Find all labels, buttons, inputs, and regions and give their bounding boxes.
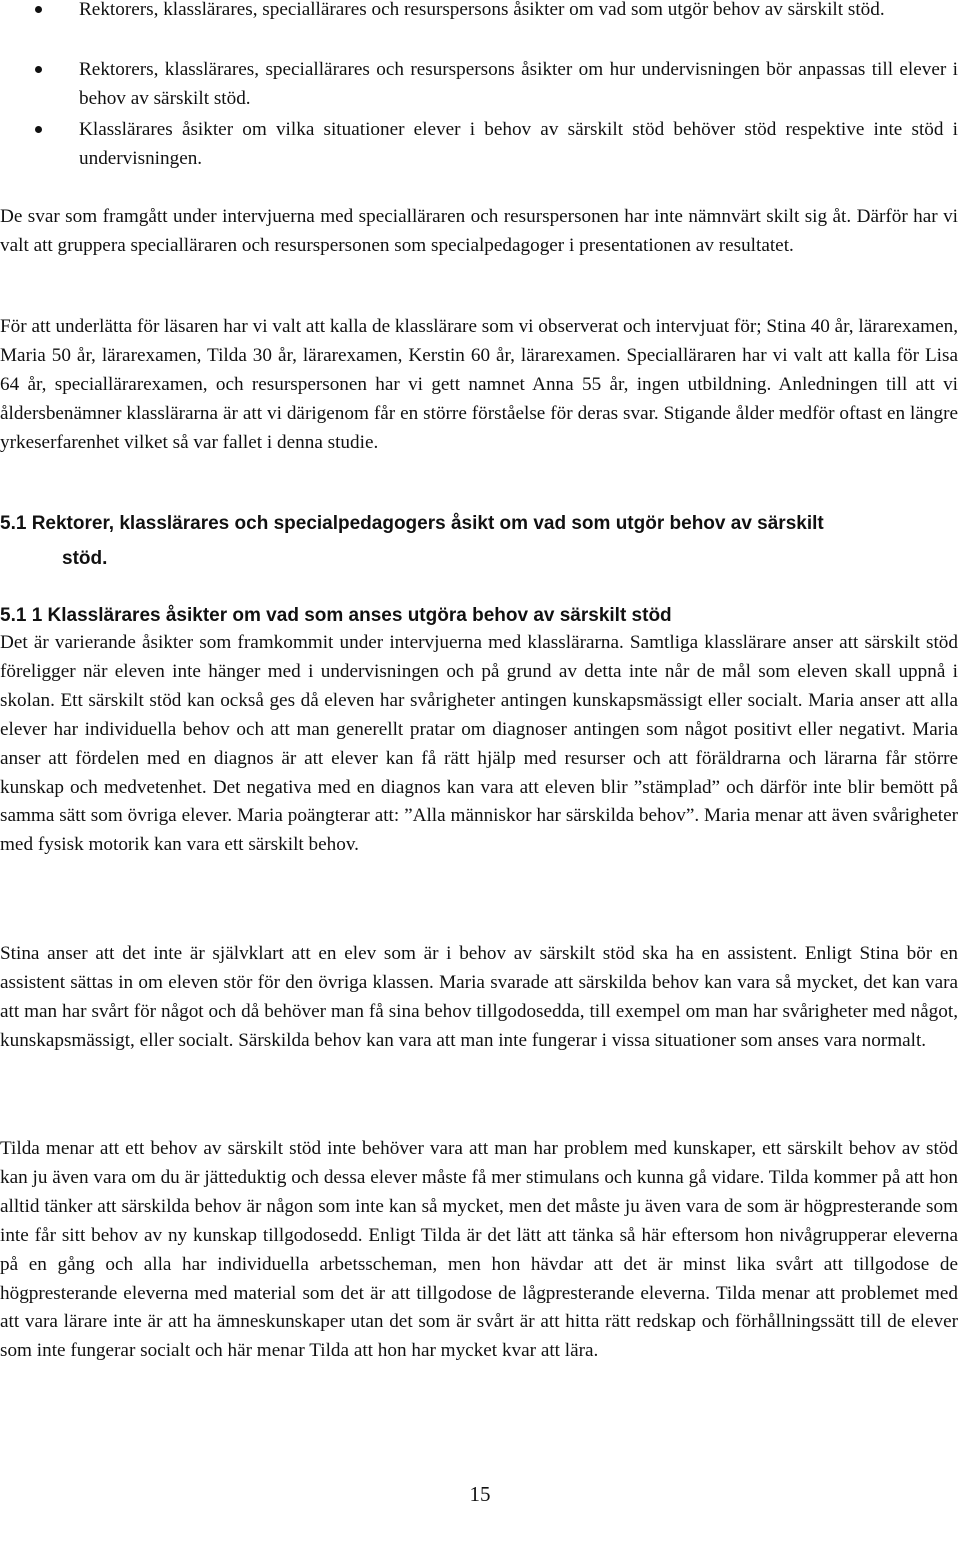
section-title-continued: stöd. — [62, 548, 108, 569]
subsection-heading — [0, 602, 958, 631]
paragraph: För att underlätta för läsaren har vi valt att kalla de klasslärare som vi observerat och intervjuat för; Stina 40 år, lärarexamen, Maria 50 år, lärarexamen, Tilda 30 år, lärarexamen, Kerstin 60 år, lärarexamen. Specialläraren har vi valt att kalla för Lisa 64 år, speciallärarexamen, och resurspersonen har vi gett namnet Anna 55 år, ingen utbildning. Anledningen till att vi åldersbenämner klasslärarna är att vi därigenom får en större förståelse för deras svar. Stigande ålder medför oftast en längre yrkeserfarenhet vilket så var fallet i denna studie. — [0, 316, 958, 453]
bullet-text: Rektorers, klasslärares, speciallärares och resurspersons åsikter om hur undervisningen bör anpassas till elever i behov av särskilt stöd. — [79, 59, 958, 109]
subsection-title: Klasslärares åsikter om vad som anses utgöra behov av särskilt stöd — [47, 605, 672, 626]
bullet-text: Rektorers, klasslärares, speciallärares och resurspersons åsikter om vad som utgör behov av särskilt stöd. — [79, 0, 885, 20]
paragraph: De svar som framgått under intervjuerna med specialläraren och resurspersonen har inte nämnvärt skilt sig åt. Därför har vi valt att gruppera specialläraren och resurspersonen som specialpedagoger i presentationen av resultatet. — [0, 206, 958, 256]
bullet-item — [0, 56, 958, 114]
paragraph: Stina anser att det inte är självklart att en elev som är i behov av särskilt stöd ska ha en assistent. Enligt Stina bör en assistent sättas in om eleven stör för den övriga klassen. Maria svarade att särskilda behov kan vara så mycket, det kan vara att man har svårt för något och då behöver man få sina behov tillgodosedda, till exempel om man har svårigheter med något, kunskapsmässigt, eller socialt. Särskilda behov kan vara att man inte fungerar i vissa situationer som anses vara normalt. — [0, 943, 958, 1051]
paragraph: Det är varierande åsikter som framkommit under intervjuerna med klasslärarna. Samtliga klasslärare anser att särskilt stöd föreligger när eleven inte hänger med i undervisningen och på grund av detta inte når de mål som eleven skall uppnå i skolan. Ett särskilt stöd kan också ges då eleven har svårigheter antingen kunskapsmässigt eller socialt. Maria anser att alla elever har individuella behov och att man generellt pratar om diagnoser antingen som något positivt eller negativt. Maria anser att fördelen med en diagnos är att elever kan få rätt hjälp med resurser och att föräldrarna och lärarna får större kunskap och medvetenhet. Det negativa med en diagnos kan vara att eleven blir ”stämplad” och därför inte blir bemött på samma sätt som övriga elever. Maria poängterar att: ”Alla människor har särskilda behov”. Maria menar att även svårigheter med fysisk motorik kan vara ett särskilt behov. — [0, 632, 958, 856]
bullet-dot-icon — [35, 126, 42, 133]
section-number: 5.1 — [0, 513, 27, 534]
paragraph: Tilda menar att ett behov av särskilt stöd inte behöver vara att man har problem med kunskaper, ett särskilt behov av stöd kan ju även vara om du är jätteduktig och dessa elever måste få mer stimulans och kunna gå vidare. Tilda kommer på att hon alltid tänker att särskilda behov är någon som inte kan så mycket, men det måste ju även vara de som är högpresterande som inte får sitt behov av ny kunskap tillgodosedd. Enligt Tilda är det lätt att tänka så här eftersom hon nivågrupperar eleverna på en gång och alla har individuella arbetsscheman, men hon hävdar att det är minst lika svårt att tillgodose de högpresterande eleverna med material som det är att tillgodose de lågpresterande eleverna. Tilda menar att problemet med att vara lärare inte är att ha ämneskunskaper utan det som är svårt är att hitta rätt redskap och förhållningssätt till de elever som inte fungerar socialt och här menar Tilda att hon har mycket kvar att lära. — [0, 1138, 958, 1362]
bullet-dot-icon — [35, 6, 42, 13]
bullet-item — [0, 0, 958, 25]
page-number: 15 — [469, 1482, 491, 1506]
section-title: Rektorer, klasslärares och specialpedagogers åsikt om vad som utgör behov av särskilt — [31, 513, 824, 534]
bullet-text: Klasslärares åsikter om vilka situationer elever i behov av särskilt stöd behöver stöd respektive inte stöd i undervisningen. — [79, 119, 958, 169]
section-heading — [0, 506, 958, 576]
bullet-dot-icon — [35, 66, 42, 73]
subsection-number: 5.1 1 — [0, 605, 43, 626]
bullet-item — [0, 116, 958, 174]
